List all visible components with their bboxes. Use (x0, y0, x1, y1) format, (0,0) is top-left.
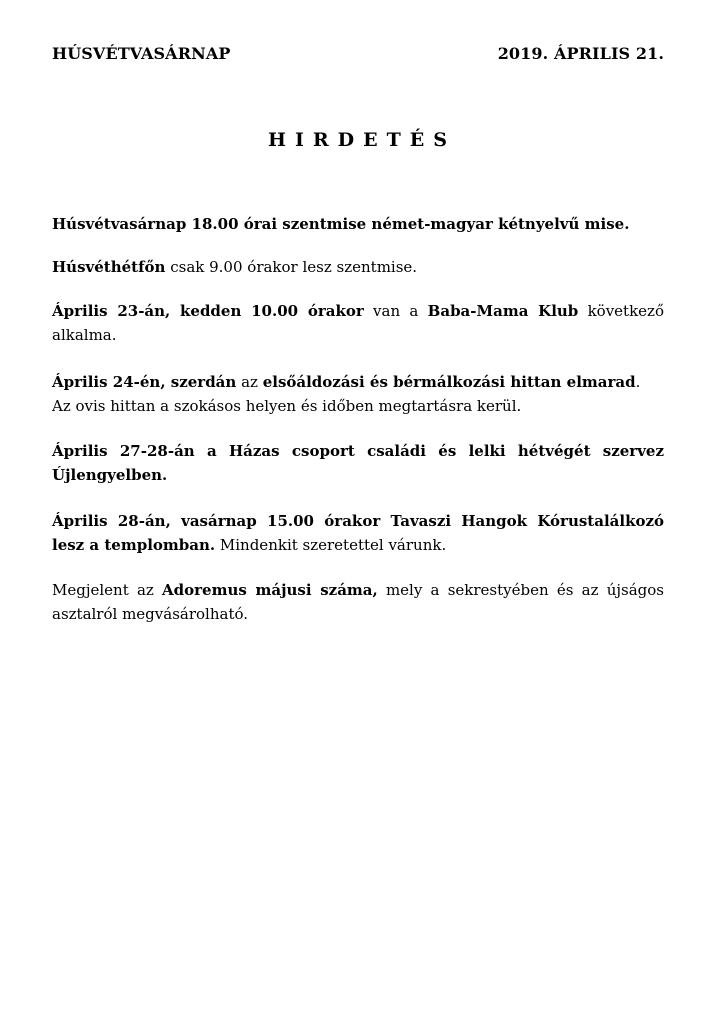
announcement-text: Az ovis hittan a szokásos helyen és időben megtartásra kerül. (52, 397, 522, 415)
announcement-text-bold: Húsvéthétfőn (52, 258, 166, 276)
announcement-baba-mama-klub (52, 299, 664, 347)
announcement-hittan (52, 370, 664, 418)
announcement-text-bold: Adoremus májusi száma, (162, 581, 378, 599)
announcement-text: csak 9.00 órakor lesz szentmise. (165, 258, 418, 276)
announcement-text: az (236, 373, 263, 391)
announcement-line (52, 299, 664, 323)
announcement-text: Megjelent az (52, 581, 163, 599)
header (52, 44, 664, 63)
announcement-text-bold: Április 24-én, szerdán (52, 373, 237, 391)
announcement-easter-sunday (52, 212, 664, 236)
header-occasion: HÚSVÉTVASÁRNAP (52, 44, 231, 63)
announcement-easter-monday (52, 255, 664, 279)
document-page (52, 0, 664, 1024)
announcement-text-bold: Április 23-án, kedden 10.00 órakor (52, 302, 364, 320)
announcement-text-bold: Április 27-28-án a Házas csoport családi és lelki hétvégét szervez (52, 442, 664, 460)
announcement-text-bold: lesz a templomban. (52, 536, 216, 554)
announcement-text-bold: Újlengyelben. (52, 466, 168, 484)
announcement-hazas-csoport (52, 439, 664, 487)
announcement-text: alkalma. (52, 326, 117, 344)
announcement-text-bold: Április 28-án, vasárnap 15.00 órakor Tavaszi Hangok Kórustalálkozó (52, 512, 664, 530)
announcement-text-bold: Húsvétvasárnap 18.00 órai szentmise német-magyar kétnyelvű mise. (52, 215, 630, 233)
announcement-korustalalkozo (52, 509, 664, 557)
announcement-text: mely a sekrestyében és az újságos (377, 581, 664, 599)
announcement-adoremus (52, 578, 664, 626)
announcement-text-bold: elsőáldozási és bérmálkozási hittan elmarad (262, 373, 636, 391)
page-title: HIRDETÉS (268, 129, 456, 151)
announcement-text: van a (363, 302, 428, 320)
announcement-text: következő (578, 302, 664, 320)
announcement-text: Mindenkit szeretettel várunk. (215, 536, 447, 554)
announcement-line (52, 578, 664, 602)
announcement-text: asztalról megvásárolható. (52, 605, 249, 623)
announcement-text: . (635, 373, 641, 391)
header-date: 2019. ÁPRILIS 21. (497, 44, 664, 63)
announcement-text-bold: Baba-Mama Klub (427, 302, 579, 320)
